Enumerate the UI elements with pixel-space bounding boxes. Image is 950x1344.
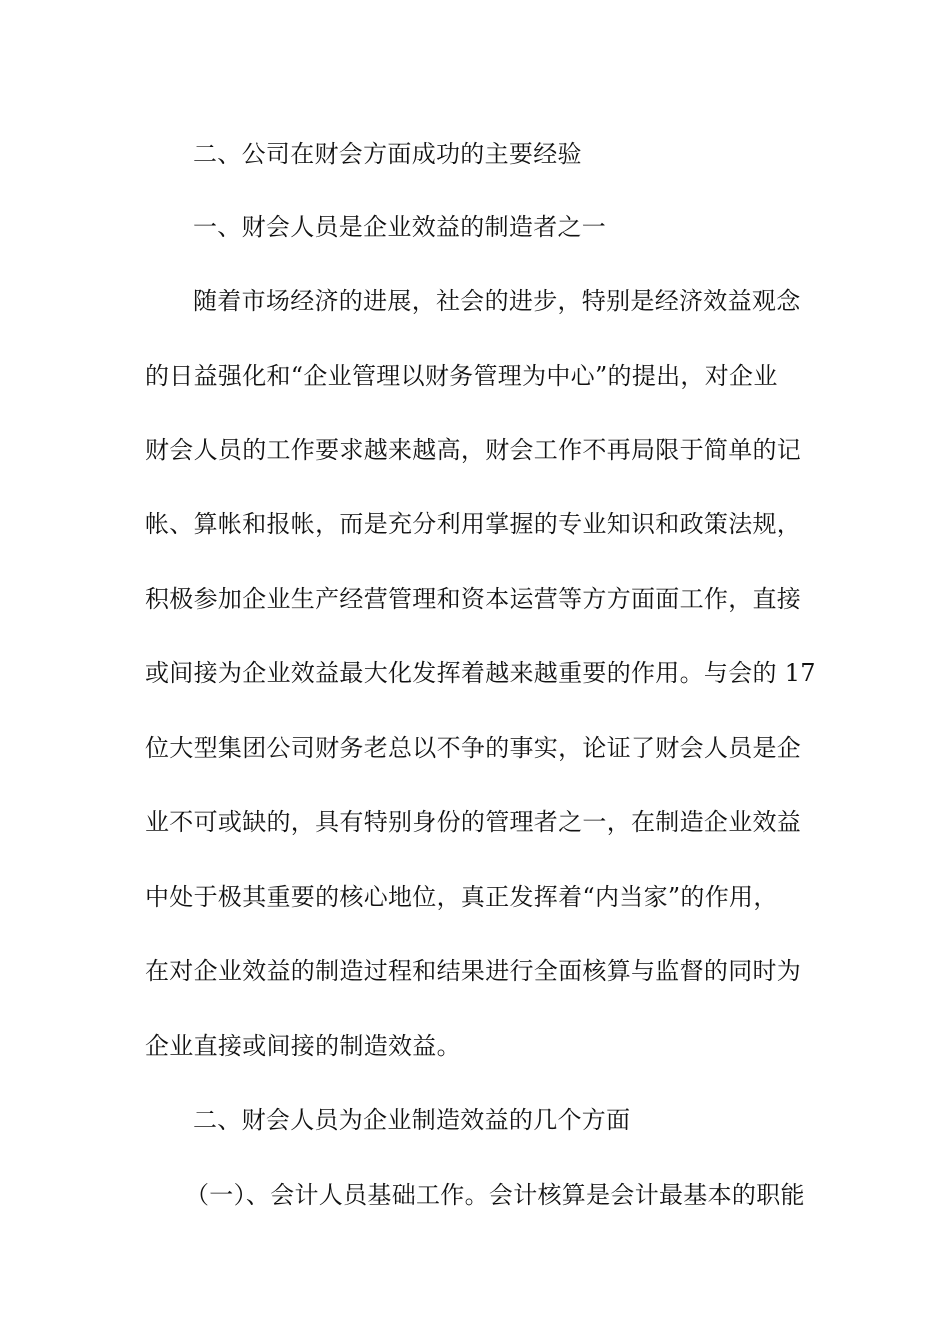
paragraph-line: 或间接为企业效益最大化发挥着越来越重要的作用。与会的 17 xyxy=(145,659,816,687)
subsection-heading: 一、财会人员是企业效益的制造者之一 xyxy=(193,213,607,241)
paragraph-line: 的日益强化和“企业管理以财务管理为中心”的提出，对企业 xyxy=(145,362,778,390)
paragraph-line: 中处于极其重要的核心地位，真正发挥着“内当家”的作用， xyxy=(145,883,778,911)
paragraph-line: 位大型集团公司财务老总以不争的事实，论证了财会人员是企 xyxy=(145,734,802,762)
paragraph-line: 业不可或缺的，具有特别身份的管理者之一，在制造企业效益 xyxy=(145,808,802,836)
paragraph-line: 企业直接或间接的制造效益。 xyxy=(145,1032,461,1060)
subsection-heading: 二、财会人员为企业制造效益的几个方面 xyxy=(193,1106,631,1134)
paragraph-line: 财会人员的工作要求越来越高，财会工作不再局限于简单的记 xyxy=(145,436,802,464)
paragraph-line: 帐、算帐和报帐，而是充分利用掌握的专业知识和政策法规， xyxy=(145,510,802,538)
paragraph-line: 积极参加企业生产经营管理和资本运营等方方面面工作，直接 xyxy=(145,585,802,613)
section-heading: 二、公司在财会方面成功的主要经验 xyxy=(193,140,582,168)
paragraph-line: 随着市场经济的进展，社会的进步，特别是经济效益观念 xyxy=(193,287,801,315)
paragraph-line: （一）、会计人员基础工作。会计核算是会计最基本的职能 xyxy=(185,1181,805,1209)
paragraph-line: 在对企业效益的制造过程和结果进行全面核算与监督的同时为 xyxy=(145,957,802,985)
